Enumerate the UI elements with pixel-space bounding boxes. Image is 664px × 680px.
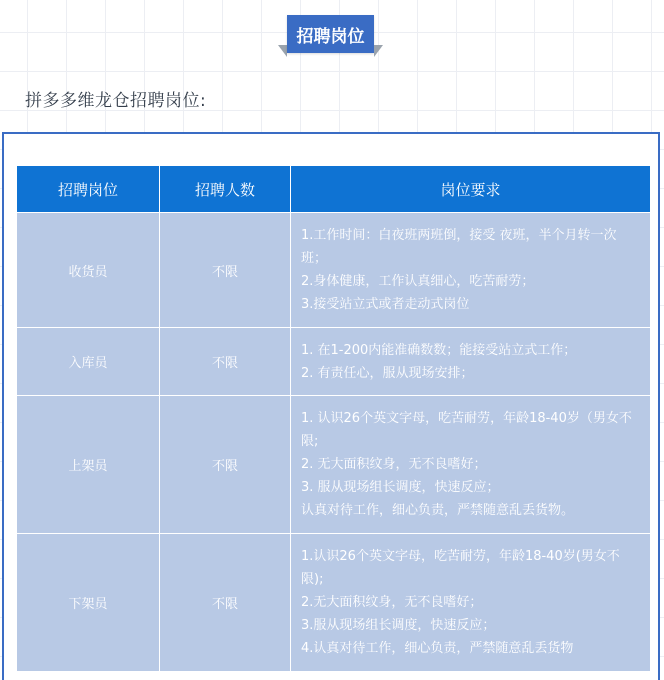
requirement-line: 1. 在1-200内能准确数数；能接受站立式工作； (301, 342, 577, 358)
section-badge (0, 15, 664, 59)
cell-position: 入库员 (17, 328, 160, 396)
requirement-line: 1.工作时间：白夜班两班倒，接受 夜班，半个月转一次班； (301, 228, 617, 266)
requirement-line: 3.接受站立式或者走动式岗位 (301, 297, 470, 312)
requirement-line: 4.认真对待工作，细心负责，严禁随意乱丢货物 (301, 641, 574, 656)
job-table (16, 165, 651, 672)
requirement-line: 2.身体健康，工作认真细心，吃苦耐劳； (301, 274, 535, 289)
table-row (17, 213, 651, 328)
job-table-panel (2, 132, 660, 680)
badge-fold-left (278, 45, 287, 57)
header-position: 招聘岗位 (17, 166, 160, 213)
cell-count: 不限 (160, 213, 291, 328)
cell-requirements (291, 328, 651, 396)
requirement-line: 1.认识26个英文字母，吃苦耐劳，年龄18-40岁(男女不限); (301, 549, 620, 587)
cell-position: 收货员 (17, 213, 160, 328)
cell-requirements (291, 396, 651, 534)
table-row (17, 396, 651, 534)
requirement-line: 2.无大面积纹身，无不良嗜好； (301, 595, 483, 610)
requirement-line: 1. 认识26个英文字母，吃苦耐劳，年龄18-40岁（男女不限; (301, 411, 632, 449)
requirement-line: 认真对待工作，细心负责，严禁随意乱丢货物。 (301, 503, 575, 518)
requirement-line: 3. 服从现场组长调度，快速反应； (301, 480, 500, 495)
cell-requirements (291, 213, 651, 328)
table-row (17, 534, 651, 672)
table-header-row (17, 166, 651, 213)
section-title: 招聘岗位 (287, 15, 374, 53)
cell-requirements (291, 534, 651, 672)
requirement-line: 2. 无大面积纹身，无不良嗜好； (301, 457, 487, 472)
table-row (17, 328, 651, 396)
header-count: 招聘人数 (160, 166, 291, 213)
cell-count: 不限 (160, 396, 291, 534)
cell-position: 下架员 (17, 534, 160, 672)
cell-position: 上架员 (17, 396, 160, 534)
page-subtitle: 拼多多维龙仓招聘岗位: (25, 91, 207, 111)
requirement-line: 2. 有责任心，服从现场安排； (301, 365, 474, 381)
cell-count: 不限 (160, 534, 291, 672)
requirement-line: 3.服从现场组长调度，快速反应； (301, 618, 496, 633)
cell-count: 不限 (160, 328, 291, 396)
header-requirements: 岗位要求 (291, 166, 651, 213)
badge-fold-right (374, 45, 383, 57)
